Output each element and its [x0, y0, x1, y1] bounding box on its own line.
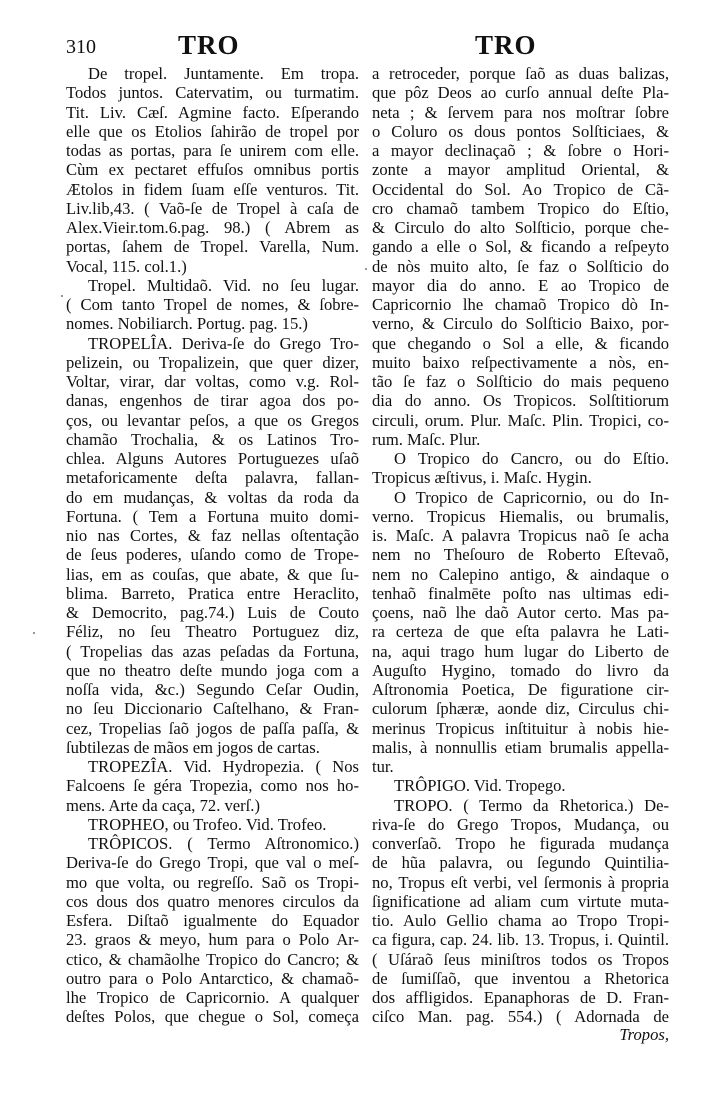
- text-line: outro para o Polo Antarctico, & chamaõ-: [66, 968, 359, 988]
- text-line: de nòs muito alto, ſe faz o Solſticio do: [372, 256, 669, 276]
- text-line: converſaõ. Tropo he figurada mudança: [372, 834, 669, 853]
- text-line: ços, ou levantar peſos, a que os Gregos: [66, 410, 359, 430]
- text-line: ca figura, cap. 24. lib. 13. Tropus, i. Quintil.: [372, 930, 669, 950]
- print-speck: [365, 268, 367, 270]
- text-line: gando a elle o Sol, & ficando a reſpeyto: [372, 237, 669, 257]
- text-line: cos dous dos quatro menores circulos da: [66, 891, 359, 911]
- text-line: O Tropico de Capricornio, ou do In-: [394, 487, 669, 507]
- text-line: Aſtronomia Poetica, De figuratione cir-: [372, 680, 669, 699]
- text-line: Fortuna. ( Tem a Fortuna muito domi-: [66, 506, 359, 526]
- text-line: & Circulo do alto Solſticio, porque che-: [372, 218, 669, 237]
- text-line: Liv.lib,43. ( Vaõ-ſe de Tropel à caſa de: [66, 198, 359, 218]
- text-line: dos affligidos. Epanaphoras de D. Fran-: [372, 988, 669, 1007]
- text-line: que pôz Deos ao curſo annual deſte Pla-: [372, 83, 669, 103]
- text-line: na, aqui trago hum lugar do Liberto de: [372, 641, 669, 661]
- text-line: no ſeu Diccionario Caſtelhano, & Fran-: [66, 699, 359, 719]
- text-line: nem no Calepino antigo, & aindaque o: [372, 564, 669, 584]
- text-line: Esfera. Diſtaõ igualmente do Equador: [66, 911, 359, 930]
- text-line: nomes. Nobiliarch. Portug. pag. 15.): [66, 314, 308, 334]
- text-line: malis, à nonnullis etiam brumalis appella-: [372, 737, 669, 757]
- text-line: danas, engenhos de tirar agoa dos po-: [66, 391, 359, 411]
- text-line: cez, Tropelias ſaõ jogos de paſſa paſſa, &: [66, 718, 359, 738]
- text-line: Tropicus æſtivus, i. Maſc. Hygin.: [372, 468, 592, 488]
- text-line: culorum ſphæræ, aonde diz, Circulus chi-: [372, 699, 669, 719]
- text-line: TROPEZÎA. Vid. Hydropezia. ( Nos: [88, 757, 359, 776]
- text-line: ctico, & chamãolhe Tropico do Cancro; &: [66, 949, 359, 969]
- text-line: portas, ſahem de Tropel. Varella, Num.: [66, 237, 359, 257]
- text-line: Ætolos in fidem ſuam eſſe venturos. Tit.: [66, 179, 359, 199]
- text-line: no, Tropus eſt verbi, vel ſermonis à propria: [372, 872, 669, 892]
- text-line: ra certeza de que eſta palavra he Lati-: [372, 622, 669, 642]
- text-line: a mayor declinaçaõ ; & ſobre o Hori-: [372, 141, 669, 160]
- print-speck: [33, 632, 35, 634]
- text-line: Capricornio lhe chamaõ Tropico dò In-: [372, 295, 669, 314]
- text-line: chamão Trochalia, & os Latinos Tro-: [66, 429, 359, 449]
- text-line: metaforicamente deſta palavra, fallan-: [66, 468, 359, 488]
- text-line: tur.: [372, 757, 394, 776]
- text-line: lias, em as couſas, que abate, & que ſu-: [66, 564, 359, 584]
- text-line: de ſeus poderes, uſando como de Trope-: [66, 545, 359, 565]
- text-line: Deriva-ſe do Grego Tropi, que val o meſ-: [66, 853, 359, 873]
- running-head-right: TRO: [475, 30, 537, 60]
- catchword: Tropos,: [619, 1025, 669, 1044]
- text-line: Voltar, virar, dar voltas, como v.g. Rol-: [66, 372, 359, 391]
- text-line: a retroceder, porque ſaõ as duas balizas,: [372, 64, 669, 83]
- text-line: nio nas Cortes, & faz nellas oſtentação: [66, 526, 359, 545]
- text-line: noſſa vida, &c.) Segundo Ceſar Oudin,: [66, 680, 359, 699]
- text-line: o Coluro os dous pontos Solſticiaes, &: [372, 121, 669, 141]
- text-line: mayor dia do anno. E ao Tropico de: [372, 275, 669, 295]
- text-line: ( Com tanto Tropel de nomes, & ſobre-: [66, 295, 359, 314]
- text-line: rum. Maſc. Plur.: [372, 429, 481, 449]
- text-line: ſignificatione ad aliam cum virtute muta-: [372, 891, 669, 911]
- text-line: Cùm ex pectaret effuſos omnibus portis: [66, 160, 359, 180]
- text-line: tão ſe faz o Solſticio do mais pequeno: [372, 372, 669, 391]
- text-line: chlea. Alguns Autores Portuguezes uſaõ: [66, 449, 359, 468]
- left-column: [66, 64, 359, 1027]
- text-line: is. Maſc. A palavra Tropicus naõ ſe acha: [372, 526, 669, 545]
- text-line: Alex.Vieir.tom.6.pag. 98.) ( Abrem as: [66, 218, 359, 237]
- right-column: [372, 64, 669, 1027]
- print-speck: [61, 295, 63, 297]
- text-line: lhe Tropico de Capricornio. A qualquer: [66, 988, 359, 1007]
- text-line: Auguſto Hygino, tomado do livro da: [372, 660, 669, 680]
- text-line: Vocal, 115. col.1.): [66, 256, 187, 276]
- text-line: TROPELÎA. Deriva-ſe do Grego Tro-: [88, 333, 359, 353]
- text-line: merinus Tropicus inſtituitur à nobis hie-: [372, 718, 669, 738]
- text-line: neta ; & ſervem para nos moſtrar ſobre: [372, 102, 669, 122]
- text-line: TRÔPIGO. Vid. Tropego.: [394, 776, 566, 796]
- text-line: ſubtilezas de mãos em jogos de cartas.: [66, 737, 320, 757]
- text-line: Todos juntos. Catervatim, ou turmatim.: [66, 83, 359, 103]
- text-line: blima. Barreto, Pratica entre Heraclito,: [66, 583, 359, 603]
- text-line: & Democrito, pag.74.) Luis de Couto: [66, 603, 359, 622]
- text-line: TROPHEO, ou Trofeo. Vid. Trofeo.: [88, 814, 327, 834]
- text-line: que chegando o Sol a elle, & ficando: [372, 333, 669, 353]
- text-line: ( Tropelias das azas peſadas da Fortuna,: [66, 641, 359, 661]
- text-line: Tropel. Multidaõ. Vid. no ſeu lugar.: [88, 275, 359, 295]
- text-line: cro chamaõ tambem Tropico do Eſtio,: [372, 198, 669, 218]
- text-line: TRÔPICOS. ( Termo Aſtronomico.): [88, 834, 359, 853]
- text-line: pelizein, ou Tropalizein, que quer dizer,: [66, 352, 359, 372]
- text-line: verno. Tropicus Hiemalis, ou brumalis,: [372, 506, 669, 526]
- text-line: Féliz, no ſeu Theatro Portuguez diz,: [66, 622, 359, 642]
- text-line: riva-ſe do Grego Tropos, Mudança, ou: [372, 814, 669, 834]
- page-number: 310: [66, 36, 96, 58]
- text-line: nem no Theſouro de Roberto Eſtevaõ,: [372, 545, 669, 565]
- text-line: De tropel. Juntamente. Em tropa.: [88, 64, 359, 83]
- running-head-left: TRO: [178, 30, 240, 60]
- text-line: Occidental do Sol. Ao Tropico de Cã-: [372, 179, 669, 199]
- text-line: ciſco Man. pag. 554.) ( Adornada de: [372, 1007, 669, 1027]
- text-line: tenhaõ finalmēte poſto nas ultimas edi-: [372, 583, 669, 603]
- text-line: deſtes Polos, que chegue o Sol, começa: [66, 1007, 359, 1027]
- text-line: TROPO. ( Termo da Rhetorica.) De-: [394, 795, 669, 815]
- text-line: O Tropico do Cancro, ou do Eſtio.: [394, 449, 669, 468]
- text-line: mo que volta, ou regreſſo. Saõ os Tropi-: [66, 872, 359, 892]
- text-line: zonte a mayor amplitud Oriental, &: [372, 160, 669, 180]
- text-line: 23. graos & meyo, hum para o Polo Ar-: [66, 930, 359, 950]
- text-line: mens. Arte da caça, 72. verſ.): [66, 795, 260, 815]
- text-line: dia do anno. Os Tropicos. Solſtitiorum: [372, 391, 669, 411]
- text-line: Falcoens ſe géra Tropezia, como nos ho-: [66, 776, 359, 796]
- text-line: todas as portas, para ſe unirem com elle.: [66, 141, 359, 160]
- catchword-area: [372, 1025, 669, 1044]
- text-line: ( Uſáraõ ſeus miniſtros todos os Tropos: [372, 949, 669, 969]
- text-line: circuli, orum. Plur. Maſc. Plin. Tropici, co-: [372, 410, 669, 430]
- text-line: tio. Aulo Gellio chama ao Tropo Tropi-: [372, 911, 669, 930]
- text-line: çoens, naõ lhe daõ Autor certo. Mas pa-: [372, 603, 669, 622]
- text-line: muito baixo reſpectivamente a nòs, en-: [372, 352, 669, 372]
- text-line: de ſumiſſaõ, que inventou a Rhetorica: [372, 968, 669, 988]
- text-line: Tit. Liv. Cæſ. Agmine facto. Eſperando: [66, 102, 359, 122]
- text-line: que no theatro deſte mundo joga com a: [66, 660, 359, 680]
- text-line: de hũa palavra, ou ſegundo Quintilia-: [372, 853, 669, 873]
- text-line: elle que os Etolios ſahirão de tropel por: [66, 121, 359, 141]
- text-line: verno, & Circulo do Solſticio Baixo, por-: [372, 314, 669, 334]
- text-line: do em mudanças, & voltas da roda da: [66, 487, 359, 507]
